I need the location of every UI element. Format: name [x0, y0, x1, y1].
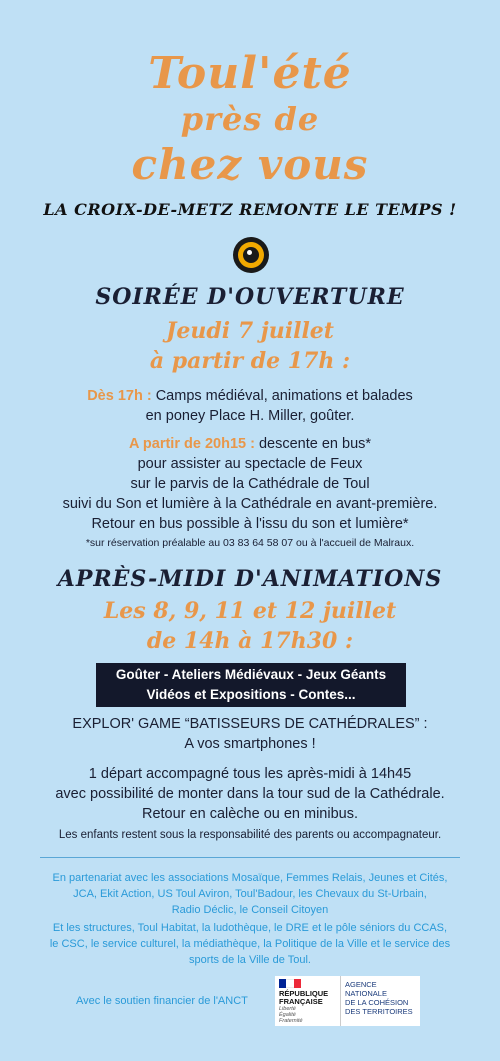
logo-core: [243, 247, 259, 263]
p1-text-b: en poney Place H. Miller, goûter.: [145, 408, 355, 424]
partners-line-3: Radio Déclic, le Conseil Citoyen: [171, 904, 329, 916]
p1-text-a: Camps médiéval, animations et balades: [155, 388, 413, 404]
gov-line-1: RÉPUBLIQUE: [279, 989, 329, 998]
opening-paragraph-2: [0, 434, 500, 534]
opening-time: à partir de 17h :: [149, 348, 351, 374]
anct-line-4: DES TERRITOIRES: [345, 1007, 413, 1016]
opening-footnote: *sur réservation préalable au 03 83 64 58 07 ou à l'accueil de Malraux.: [85, 537, 415, 549]
anct-line-1: AGENCE: [345, 980, 377, 989]
afternoon-heading: APRÈS-MIDI D'ANIMATIONS: [57, 566, 443, 592]
title-line-3: chez vous: [131, 140, 369, 189]
p2-line-2: pour assister au spectacle de Feux: [137, 456, 363, 472]
departure-info: [0, 764, 500, 824]
p2-line-3: sur le parvis de la Cathédrale de Toul: [130, 476, 370, 492]
gov-motto-2: Égalité: [279, 1012, 296, 1018]
gov-motto-3: Fraternité: [279, 1018, 303, 1024]
afternoon-dates: Les 8, 9, 11 et 12 juillet: [103, 598, 397, 624]
depart-line-1: 1 départ accompagné tous les après-midi à 14h45: [88, 766, 412, 782]
partners-line-1: En partenariat avec les associations Mosaïque, Femmes Relais, Jeunes et Cités,: [52, 872, 448, 884]
activities-line-1: Goûter - Ateliers Médiévaux - Jeux Géants: [115, 667, 387, 682]
opening-date: Jeudi 7 juillet: [166, 318, 334, 344]
highlight-17h: Dès 17h :: [87, 388, 152, 404]
partners-line-2: JCA, Ekit Action, US Toul Aviron, Toul'Badour, les Chevaux du St-Urbain,: [73, 888, 427, 900]
highlight-20h15: A partir de 20h15 :: [128, 436, 255, 452]
financial-support: Avec le soutien financier de l'ANCT: [76, 995, 248, 1007]
anct-logo: [340, 976, 420, 1026]
activities-box: [96, 663, 406, 707]
depart-line-2: avec possibilité de monter dans la tour sud de la Cathédrale.: [55, 786, 445, 802]
eye-logo-icon: [233, 237, 269, 273]
anct-line-3: DE LA COHÉSION: [345, 998, 409, 1007]
subtitle: LA CROIX-DE-METZ REMONTE LE TEMPS !: [43, 200, 457, 219]
game-line-1: EXPLOR' GAME “BATISSEURS DE CATHÉDRALES” :: [72, 716, 428, 732]
opening-paragraph-1: [0, 386, 500, 426]
partners-line-4: Et les structures, Toul Habitat, la ludothèque, le DRE et le pôle séniors du CCAS,: [52, 922, 448, 934]
opening-heading: SOIRÉE D'OUVERTURE: [95, 284, 405, 310]
afternoon-time: de 14h à 17h30 :: [146, 628, 354, 654]
logo-ring: [238, 242, 264, 268]
depart-line-3: Retour en calèche ou en minibus.: [141, 806, 359, 822]
p2-line-4: suivi du Son et lumière à la Cathédrale en avant-première.: [62, 496, 438, 512]
french-flag-icon: [279, 979, 301, 988]
partners-line-6: sports de la Ville de Toul.: [189, 954, 311, 966]
partners-line-5: le CSC, le service culturel, la médiathèque, la Politique de la Ville et le service des: [49, 938, 451, 950]
partners-associations: [0, 870, 500, 918]
activities-line-2: Vidéos et Expositions - Contes...: [146, 687, 356, 702]
p2-text-a: descente en bus*: [258, 436, 372, 452]
title-line-1: Toul'été: [148, 48, 352, 99]
p2-line-5: Retour en bus possible à l'issu du son et lumière*: [91, 516, 409, 532]
partners-structures: [0, 920, 500, 968]
anct-line-2: NATIONALE: [345, 989, 387, 998]
explor-game: [0, 714, 500, 754]
gov-line-2: FRANÇAISE: [279, 997, 323, 1006]
republique-francaise-logo: [275, 976, 340, 1026]
gov-motto-1: Liberté: [279, 1006, 296, 1012]
responsibility-note: Les enfants restent sous la responsabilité des parents ou accompagnateur.: [58, 829, 442, 841]
divider: [40, 857, 460, 858]
title-line-2: près de: [180, 100, 320, 138]
game-line-2: A vos smartphones !: [184, 736, 316, 752]
